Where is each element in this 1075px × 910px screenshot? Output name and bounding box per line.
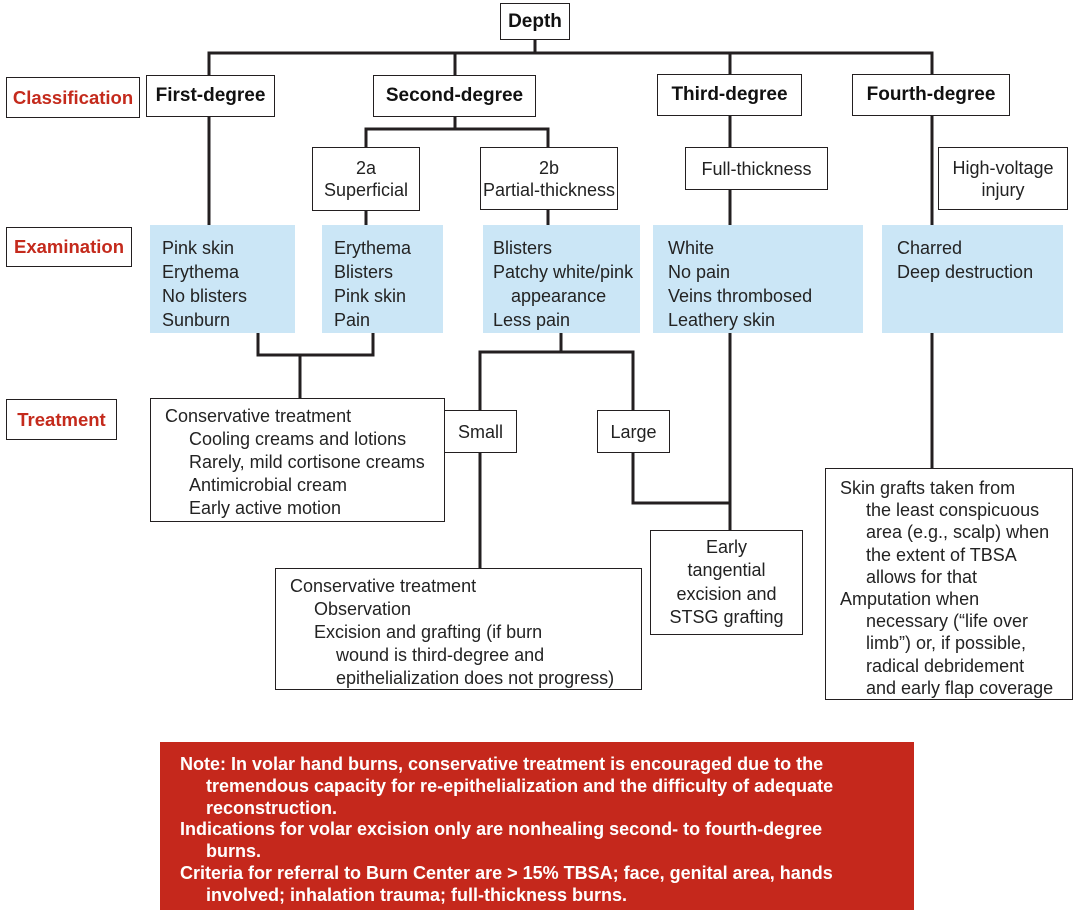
treatment-line: wound is third-degree and [336,645,545,665]
exam-line: Blisters [493,238,553,258]
classification-row-label-text: Classification [12,86,134,108]
treatment-line: limb”) or, if possible, [866,633,1027,654]
exam-line: Veins thrombosed [668,286,813,306]
sub-label-line: Full-thickness [701,158,812,179]
exam-line: Pink skin [162,238,235,258]
treatment-line: Cooling creams and lotions [189,429,407,449]
treatment-line: epithelialization does not progress) [336,668,615,688]
treatment-row-label-text: Treatment [17,408,106,430]
exam-line: appearance [511,286,607,306]
treatment-line: STSG grafting [669,607,784,627]
treatment-line: excision and [676,583,777,604]
third-degree-label: Third-degree [671,84,788,105]
note-line: burns. [206,841,262,862]
high-voltage-injury-box [938,147,1068,210]
exam-line: Pink skin [334,286,407,306]
treatment-line: the least conspicuous [866,500,1040,521]
note-line: Criteria for referral to Burn Center are > 15% TBSA; face, genital area, hands [180,862,833,883]
second-degree-label: Second-degree [385,85,524,106]
full-thickness-box [685,147,828,190]
exam-2b-box [483,225,640,333]
second-degree-box [373,75,536,117]
treatment-row-label [6,399,117,440]
treatment-line: Conservative treatment [165,406,352,426]
treatment-line: tangential [687,560,766,580]
treatment-line: allows for that [866,566,978,587]
exam-line: Sunburn [162,310,231,330]
large-burn-box [597,410,670,453]
sub-label-line: High-voltage [952,157,1054,178]
sub-label-line: 2a [355,158,377,178]
note-line: Note: In volar hand burns, conservative treatment is encouraged due to the [180,754,824,774]
third-degree-box [657,74,802,116]
treatment-line: Excision and grafting (if burn [314,622,543,642]
treatment-fourth-degree-box [825,468,1073,700]
note-line: reconstruction. [206,797,338,818]
note-panel [160,742,914,910]
small-burn-box [444,410,517,453]
treatment-line: Amputation when [840,589,980,610]
treatment-line: Rarely, mild cortisone creams [189,452,425,472]
sub-label-line: injury [981,179,1025,200]
treatment-line: the extent of TBSA [866,544,1017,565]
treatment-line: Conservative treatment [290,576,477,596]
exam-first-degree-box [150,225,295,333]
exam-line: Deep destruction [897,262,1034,282]
depth-box [500,3,570,40]
treatment-line: Observation [314,599,412,619]
note-line: involved; inhalation trauma; full-thickness burns. [206,884,628,905]
treatment-line: Antimicrobial cream [189,475,348,495]
treatment-2b-conservative-box [275,568,642,690]
examination-row-label [6,227,132,267]
examination-row-label-text: Examination [14,236,124,257]
first-degree-box [146,75,275,117]
treatment-line: and early flap coverage [866,677,1054,698]
exam-2a-box [322,225,443,333]
treatment-third-degree-box [650,530,803,635]
classification-row-label [6,77,140,118]
fourth-degree-label: Fourth-degree [866,84,996,105]
exam-line: Erythema [162,262,240,282]
treatment-line: Early active motion [189,498,342,518]
exam-line: Blisters [334,262,394,282]
large-burn-label: Large [610,421,657,442]
exam-line: Pain [334,310,371,330]
fourth-degree-box [852,74,1010,116]
treatment-line: radical debridement [866,655,1025,676]
exam-line: No blisters [162,286,248,306]
exam-line: Patchy white/pink [493,262,634,282]
exam-line: Less pain [493,310,571,330]
exam-line: White [668,238,715,258]
treatment-line: necessary (“life over [866,611,1029,632]
exam-line: No pain [668,262,731,282]
exam-line: Charred [897,238,963,258]
treatment-line: area (e.g., scalp) when [866,522,1050,543]
note-line: tremendous capacity for re-epithelialization and the difficulty of adequate [206,775,834,796]
exam-third-degree-box [653,225,863,333]
small-burn-label: Small [457,421,503,442]
treatment-first-degree-box [150,398,445,522]
second-degree-2a-box [312,147,420,211]
treatment-line: Early [705,536,747,557]
sub-label-line: Partial-thickness [482,179,616,200]
depth-label: Depth [508,10,562,32]
second-degree-2b-box [480,147,618,210]
note-line: Indications for volar excision only are nonhealing second- to fourth-degree [180,819,823,840]
first-degree-label: First-degree [155,85,266,106]
exam-line: Leathery skin [668,310,776,330]
sub-label-line: 2b [538,157,560,178]
exam-line: Erythema [334,238,412,258]
exam-fourth-degree-box [882,225,1063,333]
sub-label-line: Superficial [323,180,409,200]
treatment-line: Skin grafts taken from [840,478,1016,498]
